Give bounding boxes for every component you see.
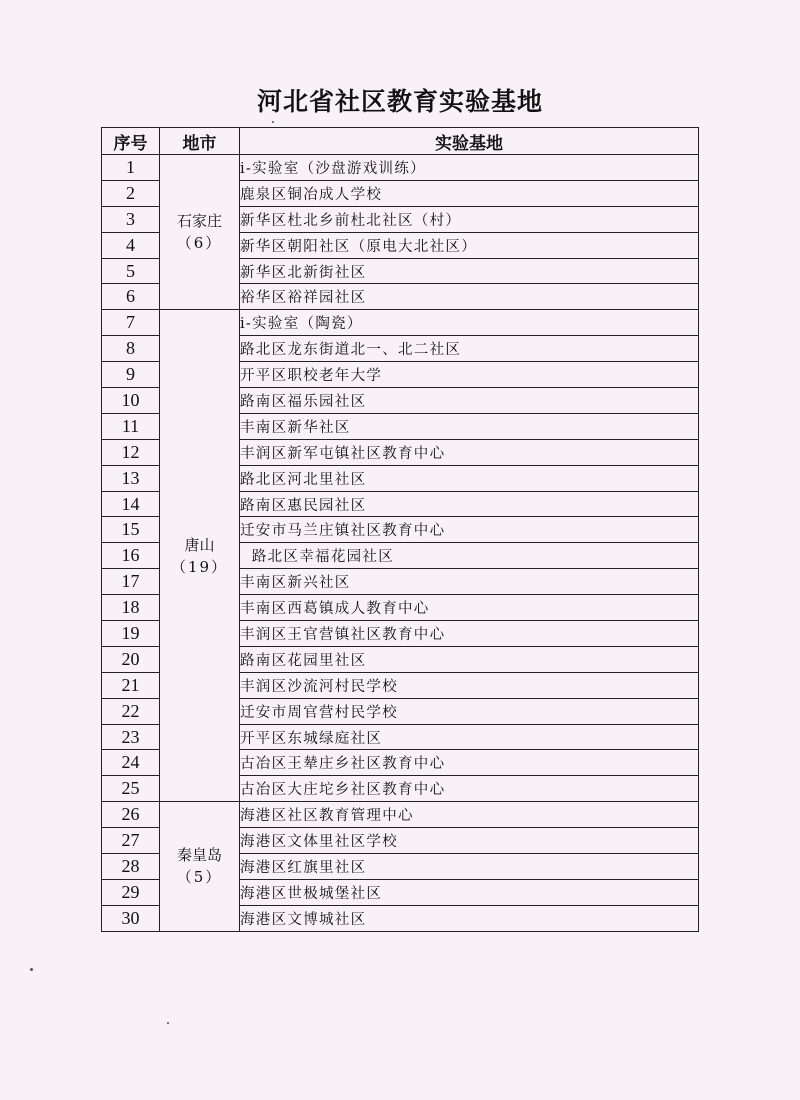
base-name: 开平区职校老年大学	[240, 362, 699, 388]
base-name: 丰润区沙流河村民学校	[240, 672, 699, 698]
header-serial-number: 序号	[102, 128, 160, 155]
city-count: （5）	[176, 868, 223, 887]
row-number: 27	[102, 828, 160, 854]
base-name: 丰南区新兴社区	[240, 569, 699, 595]
base-name: i-实验室（沙盘游戏训练）	[240, 155, 699, 181]
scan-speck	[30, 968, 33, 971]
base-name: 新华区朝阳社区（原电大北社区）	[240, 232, 699, 258]
base-name: 鹿泉区铜冶成人学校	[240, 180, 699, 206]
row-number: 5	[102, 258, 160, 284]
row-number: 15	[102, 517, 160, 543]
row-number: 3	[102, 206, 160, 232]
base-name: 丰南区西葛镇成人教育中心	[240, 595, 699, 621]
scan-speck	[167, 1022, 169, 1024]
base-name: 路北区幸福花园社区	[240, 543, 699, 569]
row-number: 18	[102, 595, 160, 621]
base-name: 丰润区新军屯镇社区教育中心	[240, 439, 699, 465]
row-number: 26	[102, 802, 160, 828]
base-name: 路北区河北里社区	[240, 465, 699, 491]
table-row	[102, 310, 699, 336]
city-cell-shijiazhuang	[160, 155, 240, 310]
row-number: 2	[102, 180, 160, 206]
row-number: 9	[102, 362, 160, 388]
base-name: 海港区世极城堡社区	[240, 879, 699, 905]
row-number: 21	[102, 672, 160, 698]
row-number: 10	[102, 388, 160, 414]
header-experiment-base: 实验基地	[240, 128, 699, 155]
city-cell-qinhuangdao	[160, 802, 240, 931]
table-row	[102, 802, 699, 828]
table-header-row	[102, 128, 699, 155]
base-name: 新华区北新街社区	[240, 258, 699, 284]
city-name: 石家庄	[176, 212, 222, 231]
base-name: 海港区红旗里社区	[240, 854, 699, 880]
city-count: （6）	[176, 234, 223, 253]
city-cell-tangshan	[160, 310, 240, 802]
row-number: 25	[102, 776, 160, 802]
row-number: 23	[102, 724, 160, 750]
base-name: 海港区社区教育管理中心	[240, 802, 699, 828]
header-city: 地市	[160, 128, 240, 155]
city-name: 唐山	[184, 535, 215, 554]
row-number: 30	[102, 905, 160, 931]
base-name: 迁安市马兰庄镇社区教育中心	[240, 517, 699, 543]
row-number: 20	[102, 646, 160, 672]
base-name: i-实验室（陶瓷）	[240, 310, 699, 336]
row-number: 11	[102, 413, 160, 439]
base-name: 路南区惠民园社区	[240, 491, 699, 517]
city-count: （19）	[170, 557, 229, 576]
row-number: 16	[102, 543, 160, 569]
base-name: 丰南区新华社区	[240, 413, 699, 439]
row-number: 14	[102, 491, 160, 517]
base-name: 路北区龙东街道北一、北二社区	[240, 336, 699, 362]
page-title: 河北省社区教育实验基地	[256, 87, 543, 116]
city-name: 秦皇岛	[176, 846, 222, 865]
base-name: 裕华区裕祥园社区	[240, 284, 699, 310]
base-name: 古冶区大庄坨乡社区教育中心	[240, 776, 699, 802]
row-number: 6	[102, 284, 160, 310]
base-name: 迁安市周官营村民学校	[240, 698, 699, 724]
row-number: 7	[102, 310, 160, 336]
base-name: 开平区东城绿庭社区	[240, 724, 699, 750]
row-number: 13	[102, 465, 160, 491]
experiment-base-table	[101, 127, 699, 932]
base-name: 路南区福乐园社区	[240, 388, 699, 414]
base-name: 海港区文体里社区学校	[240, 828, 699, 854]
row-number: 24	[102, 750, 160, 776]
base-name: 海港区文博城社区	[240, 905, 699, 931]
row-number: 28	[102, 854, 160, 880]
row-number: 29	[102, 879, 160, 905]
row-number: 17	[102, 569, 160, 595]
row-number: 1	[102, 155, 160, 181]
row-number: 4	[102, 232, 160, 258]
row-number: 12	[102, 439, 160, 465]
table-row	[102, 155, 699, 181]
base-name: 古冶区王辇庄乡社区教育中心	[240, 750, 699, 776]
base-name: 丰润区王官营镇社区教育中心	[240, 621, 699, 647]
row-number: 8	[102, 336, 160, 362]
row-number: 19	[102, 621, 160, 647]
scan-speck	[272, 121, 274, 123]
base-name: 新华区杜北乡前杜北社区（村）	[240, 206, 699, 232]
base-name: 路南区花园里社区	[240, 646, 699, 672]
row-number: 22	[102, 698, 160, 724]
